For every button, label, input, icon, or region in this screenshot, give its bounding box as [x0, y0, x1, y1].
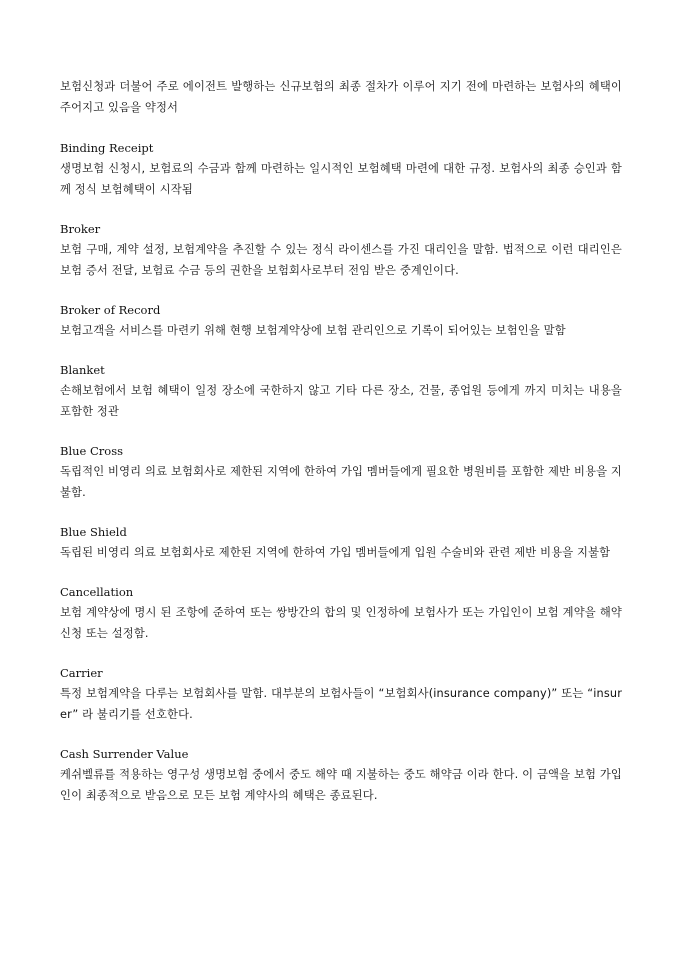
glossary-term: Broker	[60, 222, 101, 236]
glossary-definition: 보험 계약상에 명시 된 조항에 준하여 또는 쌍방간의 합의 및 인정하에 보험사가 또는 가입인이 보험 계약을 해약 신청 또는 설정함.	[60, 606, 622, 640]
glossary-definition: 보험 구매, 계약 설정, 보험계약을 추진할 수 있는 정식 라이센스를 가진 대리인을 말함. 법적으로 이런 대리인은 보험 증서 전달, 보험료 수금 등의 권한을 보험회사로부터 전임 받은 중계인이다.	[60, 243, 622, 277]
glossary-entry-blue-cross	[60, 441, 622, 503]
intro-paragraph: 보험신청과 더불어 주로 에이전트 발행하는 신규보험의 최종 절차가 이루어 지기 전에 마련하는 보험사의 혜택이 주어지고 있음을 약정서	[60, 80, 622, 114]
glossary-entry-binding-receipt	[60, 138, 622, 200]
glossary-definition: 손해보험에서 보험 혜택이 일정 장소에 국한하지 않고 기타 다른 장소, 건물, 종업원 등에게 까지 미치는 내용을 포함한 정관	[60, 384, 622, 418]
glossary-entry-cancellation	[60, 582, 622, 644]
glossary-definition: 특정 보험계약을 다루는 보험회사를 말함. 대부분의 보험사들이 “보험회사(insurance company)” 또는 “insurer” 라 불리기를 선호한다.	[60, 687, 622, 721]
glossary-term: Blue Cross	[60, 444, 124, 458]
glossary-entry-broker	[60, 219, 622, 281]
glossary-entry-blue-shield	[60, 522, 622, 563]
glossary-term: Binding Receipt	[60, 141, 154, 155]
glossary-definition: 생명보험 신청시, 보험료의 수금과 함께 마련하는 일시적인 보험혜택 마련에 대한 규정. 보험사의 최종 승인과 함께 정식 보험혜택이 시작됨	[60, 162, 622, 196]
glossary-term: Carrier	[60, 666, 103, 680]
glossary-term: Broker of Record	[60, 303, 161, 317]
glossary-term: Blue Shield	[60, 525, 127, 539]
glossary-term: Cash Surrender Value	[60, 747, 189, 761]
glossary-definition: 독립된 비영리 의료 보험회사로 제한된 지역에 한하여 가입 멤버들에게 입원 수술비와 관련 제반 비용을 지불함	[60, 546, 611, 559]
glossary-entry-blanket	[60, 360, 622, 422]
glossary-definition: 독립적인 비영리 의료 보험회사로 제한된 지역에 한하여 가입 멤버들에게 필요한 병원비를 포함한 제반 비용을 지불함.	[60, 465, 622, 499]
glossary-definition: 케쉬벨류를 적용하는 영구성 생명보험 중에서 중도 해약 때 지불하는 중도 해약금 이라 한다. 이 금액을 보험 가입인이 최종적으로 받음으로 모든 보험 계약사의 혜택은 종료된다.	[60, 768, 622, 802]
glossary-entry-broker-of-record	[60, 300, 622, 341]
document-page	[60, 76, 622, 825]
glossary-entry-cash-surrender-value	[60, 744, 622, 806]
glossary-entry-carrier	[60, 663, 622, 725]
glossary-term: Cancellation	[60, 585, 134, 599]
glossary-term: Blanket	[60, 363, 105, 377]
glossary-definition: 보험고객을 서비스를 마련키 위해 현행 보험계약상에 보험 관리인으로 기록이 되어있는 보험인을 말함	[60, 324, 566, 337]
